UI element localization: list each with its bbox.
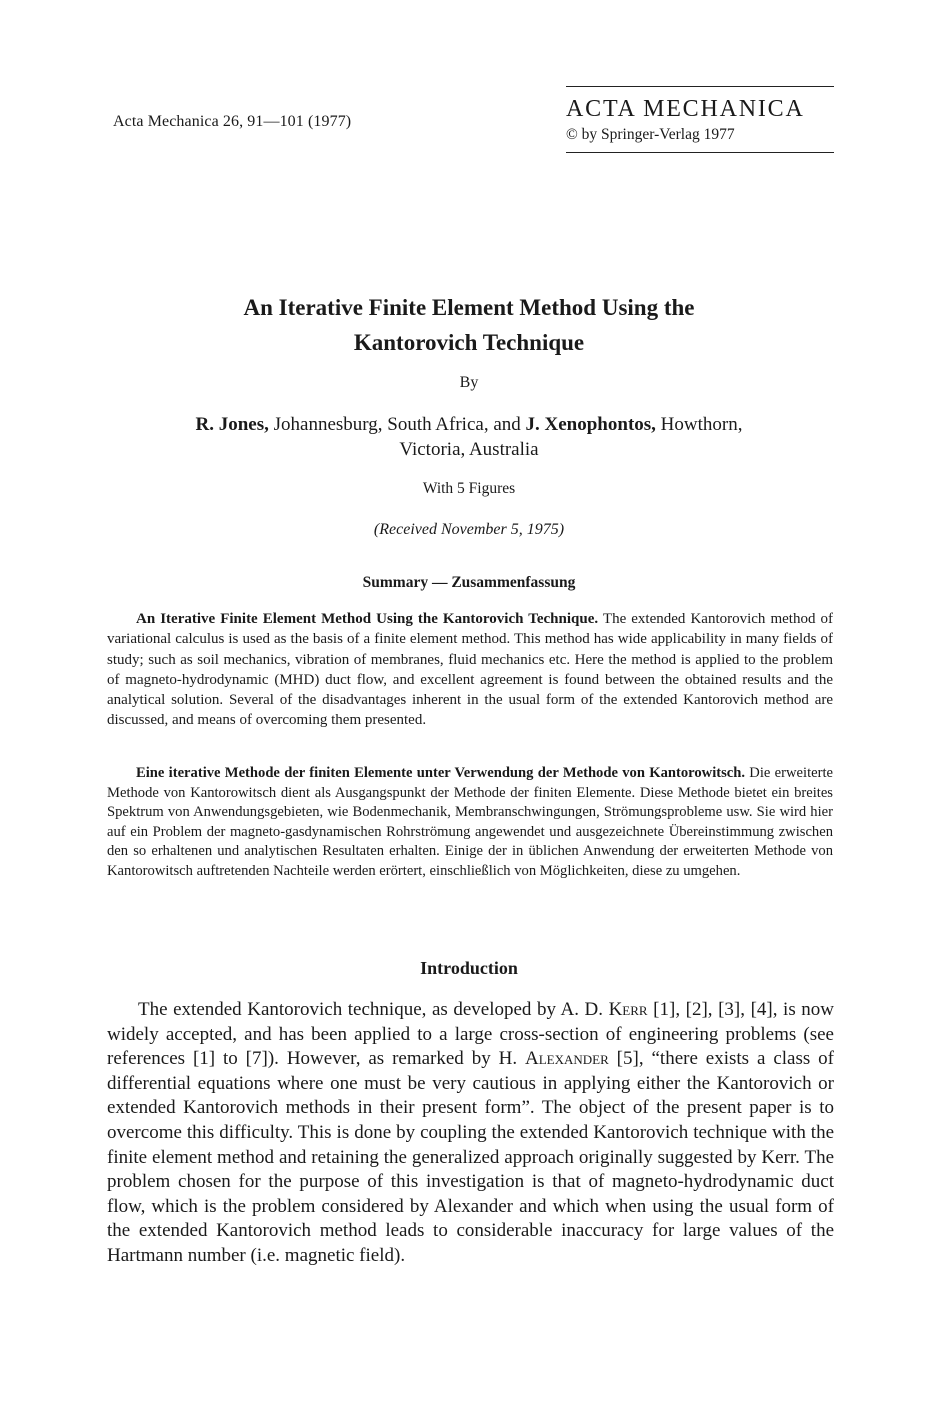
introduction-paragraph <box>107 998 834 1269</box>
summary-heading: Summary — Zusammenfassung <box>362 574 576 591</box>
figure-count: With 5 Figures <box>422 480 516 497</box>
author-1-place: Johannesburg, South Africa, and <box>268 414 526 435</box>
authors-line-2: Victoria, Australia <box>399 439 539 460</box>
introduction-heading: Introduction <box>420 958 518 978</box>
article-title <box>100 290 838 360</box>
journal-citation: Acta Mechanica 26, 91—101 (1977) <box>113 113 352 130</box>
author-list <box>120 412 818 462</box>
authors-line-1 <box>120 412 818 437</box>
received-date: (Received November 5, 1975) <box>373 521 565 538</box>
intro-text-1: The extended Kantorovich technique, as developed by A. D. <box>138 999 609 1020</box>
intro-text-3: [5], “there exists a class of differential equations where one must be very cautious in applying either the Kantorovich or extended Kantorovich methods in their present form”. The object of the present paper is to overcome this difficulty. This is done by coupling the extended Kantorovich technique with the finite element method and retaining the generalized approach originally suggested by Kerr. The problem chosen for the purpose of this investigation is that of magneto-hydrodynamic duct flow, which is the problem considered by Alexander and which when using the usual form of the extended Kantorovich method leads to considerable inaccuracy for large values of the Hartmann number (i.e. magnetic field). <box>107 1048 834 1266</box>
abstract-german-text: Die erweiterte Methode von Kantorowitsch dient als Ausgangspunkt der Methode der finiten Elemente. Diese Methode bietet ein breites Spektrum von Anwendungsgebieten, wie Bodenmechanik, Membranschwingungen, Strömungsprobleme usw. Sie wird hier auf ein Problem der magneto-gasdynamischen Rohrströmung angewendet und ausgezeichnete Übereinstimmung zwischen den so erhaltenen und analytischen Resultaten erhalten. Einige der in üblichen Anwendung der erweiterten Methode von Kantorowitsch auftretenden Nachteile werden erörtert, einschließlich von Möglichkeiten, diese zu umgehen. <box>107 765 833 879</box>
journal-name: ACTA MECHANICA <box>566 96 805 122</box>
abstract-english-title: An Iterative Finite Element Method Using the Kantorovich Technique. <box>136 611 599 627</box>
by-line: By <box>459 374 479 391</box>
intro-text-2: [1], [2], [3], [4], is now widely accepted, and has been applied to a large cross-section of engineering problems (see references [1] to [7]). However, as remarked by H. <box>107 999 834 1070</box>
author-name-kerr: Kerr <box>608 999 648 1020</box>
title-line-1: An Iterative Finite Element Method Using the <box>243 295 695 320</box>
journal-masthead <box>566 86 834 153</box>
abstract-german <box>107 764 833 882</box>
abstract-german-title: Eine iterative Methode der finiten Elemente unter Verwendung der Methode von Kantorowitsch. <box>136 765 746 781</box>
title-line-2: Kantorovich Technique <box>353 330 585 355</box>
journal-copyright: © by Springer-Verlag 1977 <box>566 126 735 143</box>
author-2-name: J. Xenophontos, <box>525 414 656 435</box>
author-2-place: Howthorn, <box>655 414 743 435</box>
author-name-alexander: Alexander <box>525 1048 609 1070</box>
author-1-name: R. Jones, <box>195 414 269 435</box>
abstract-english-text: The extended Kantorovich method of variational calculus is used as the basis of a finite element method. This method has wide applicability in many fields of study; such as soil mechanics, vibration of membranes, fluid mechanics etc. Here the method is applied to the problem of magneto-hydrodynamic (MHD) duct flow, and excellent agreement is found between the obtained results and the analytical solution. Several of the disadvantages inherent in the usual form of the extended Kantorovich method are discussed, and means of overcoming them presented. <box>107 611 834 729</box>
abstract-english <box>107 609 833 731</box>
